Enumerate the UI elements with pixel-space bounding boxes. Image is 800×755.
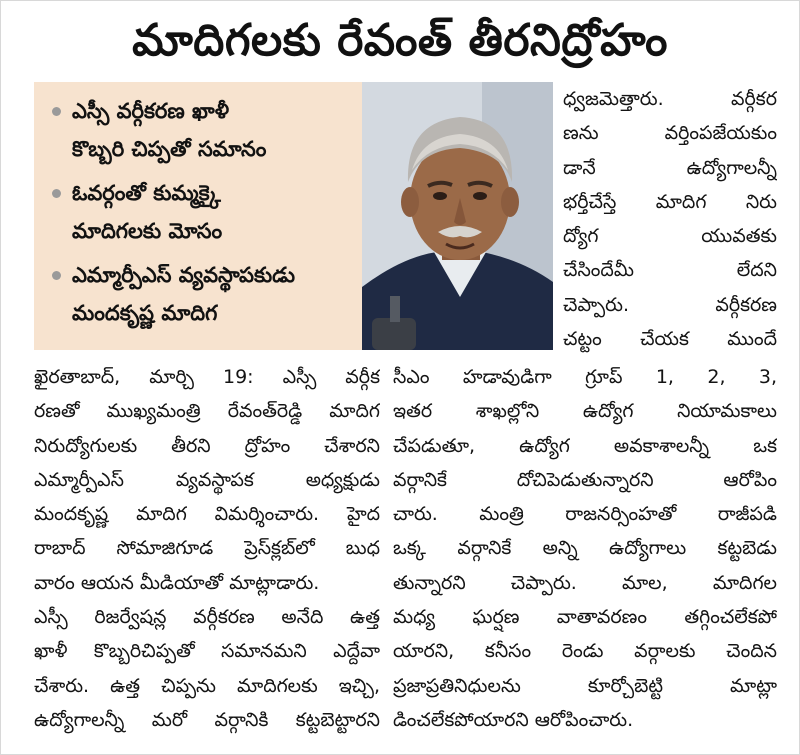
article-line: భర్తీచేస్తే మాదిగ నిరు [563,190,777,213]
highlight-item [52,174,354,250]
bullet-icon [52,271,61,280]
article-line: ప్రజాప్రతినిధులను కూర్చోబెట్టి మాట్లా [393,674,777,697]
highlight-line: ఎస్సీ వర్గీకరణ ఖాళీ [72,99,230,123]
highlight-text [72,256,295,332]
bullet-icon [52,107,61,116]
article-line: ద్యోగ యువతకు [563,225,777,248]
article-line: వారం ఆయన మీడియాతో మాట్లాడారు. [34,571,320,594]
article-line: వర్గానికే దోచిపెడుతున్నారని ఆరోపిం [393,468,777,491]
article-line: మధ్య ఘర్షణ వాతావరణం తగ్గించలేకపో [393,606,777,629]
bullet-icon [52,189,61,198]
highlight-line: కొబ్బరి చిప్పతో సమానం [72,137,267,161]
article-line: ణను వర్తింపజేయకుం [563,122,777,145]
article-line: ఖాళీ కొబ్బరిచిప్పతో సమానమని ఎద్దేవా [34,640,380,663]
article-line: రాబాద్ సోమాజిగూడ ప్రెస్‌క్లబ్‌లో బుధ [34,537,380,560]
article-line: చేపడుతూ, ఉద్యోగ అవకాశాలన్నీ ఒక [393,434,777,457]
article-line: నిరుద్యోగులకు తీరని ద్రోహం చేశారని [34,434,380,457]
headline: మాదిగలకు రేవంత్ తీరనిద్రోహం [132,15,668,66]
article-column-left [34,360,380,737]
article-line: సీఎం హడావుడిగా గ్రూప్ 1, 2, 3, [393,366,777,388]
highlight-line: మాదిగలకు మోసం [72,219,223,243]
portrait-illustration [362,82,553,350]
highlight-text [72,92,266,168]
article-line: యారని, కనీసం రెండు వర్గాలకు చెందిన [393,640,777,663]
highlight-line: మందకృష్ణ మాదిగ [72,301,218,325]
highlight-text [72,174,222,250]
article-line: ఇతర శాఖల్లోని ఉద్యోగ నియామకాలు [393,400,777,423]
article-line: ఎమ్మార్పీఎస్ వ్యవస్థాపక అధ్యక్షుడు [34,468,380,491]
article-line: చారు. మంత్రి రాజనర్సింహతో రాజీపడి [393,503,777,526]
article-column-right [393,360,777,737]
article-line: రణతో ముఖ్యమంత్రి రేవంత్‌రెడ్డి మాదిగ [34,400,380,423]
article-line: ధ్వజమెత్తారు. వర్గీకర [563,88,777,110]
article-column-right-top [563,82,777,356]
article-line: ఒక్క వర్గానికే అన్ని ఉద్యోగాలు కట్టబెడు [393,537,777,560]
article-line: డించలేకపోయారని ఆరోపించారు. [393,708,634,731]
article-line: ఎస్సీ రిజర్వేషన్ల వర్గీకరణ అనేది ఉత్త [34,606,380,629]
speaker-photo [362,82,553,350]
article-line: ఖైరతాబాద్, మార్చి 19: ఎస్సీ వర్గీక [34,366,380,388]
article-line: చేశారు. ఉత్త చిప్పను మాదిగలకు ఇచ్చి, [34,674,380,697]
article-line: చేసిందేమీ లేదని [563,259,777,282]
article-line: ఉద్యోగాలన్నీ మరో వర్గానికి కట్టబెట్టారని [34,708,380,731]
highlight-item [52,256,354,332]
article-line: మందకృష్ణ మాదిగ విమర్శించారు. హైద [34,503,380,526]
highlight-item [52,92,354,168]
article-line: చెప్పారు. వర్గీకరణ [563,293,777,316]
article-line: డానే ఉద్యోగాలన్నీ [563,156,777,179]
highlight-line: ఓవర్గంతో కుమ్మక్కై [72,181,221,205]
highlights-box [34,82,362,350]
article-line: చట్టం చేయక ముందే [563,328,777,351]
article-line: తున్నారని చెప్పారు. మాల, మాదిగల [393,571,777,594]
highlight-line: ఎమ్మార్పీఎస్ వ్యవస్థాపకుడు [72,263,295,287]
